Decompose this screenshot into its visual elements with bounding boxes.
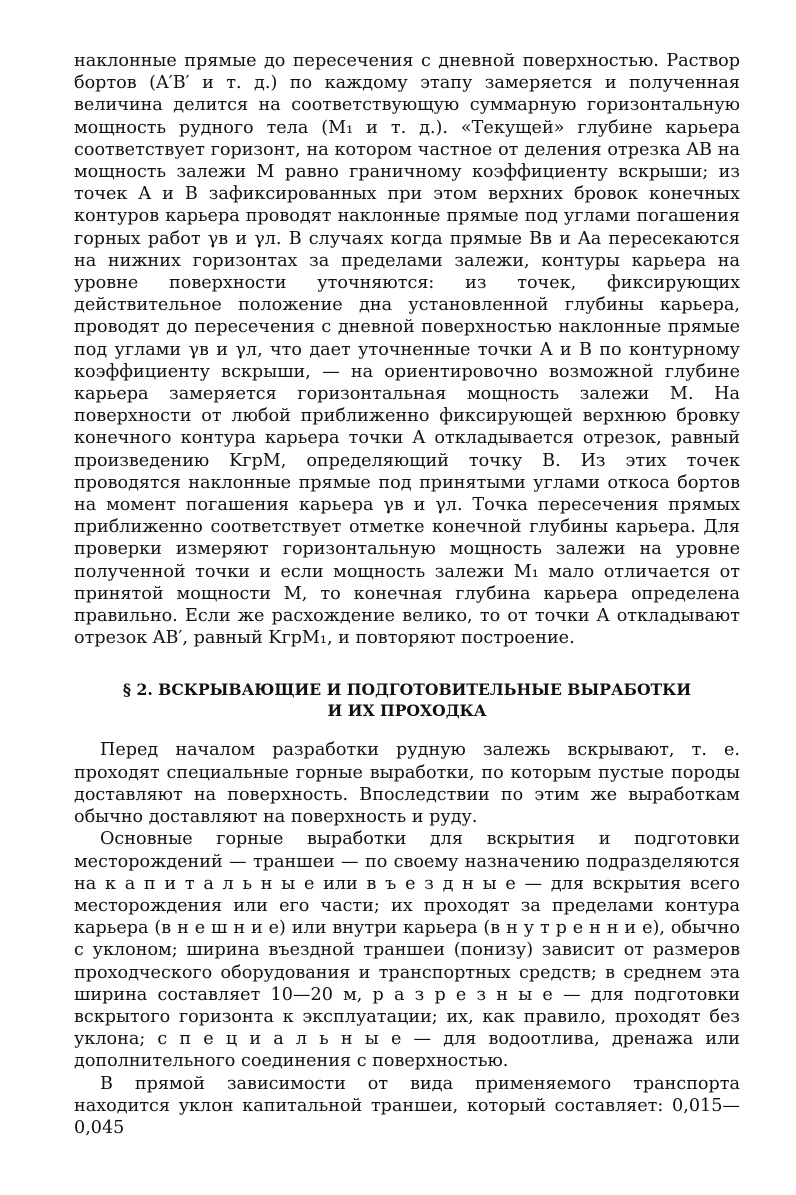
paragraph-continued: наклонные прямые до пересечения с дневной поверхностью. Раствор бортов (A′B′ и т. д.) по каждому этапу замеряется и полученная величина делится на соответствующую суммарную горизонтальную мощность рудного тела (M₁ и т. д.). «Текущей» глубине карьера соответствует горизонт, на котором частное от деления отрезка AB на мощность залежи M равно граничному коэффициенту вскрыши; из точек A и B зафиксированных при этом верхних бровок конечных контуров карьера проводят наклонные прямые под углами погашения горных работ γв и γл. В случаях когда прямые Bв и Aа пересекаются на нижних горизонтах за пределами залежи, контуры карьера на уровне поверхности уточняются: из точек, фиксирующих действительное положение дна установленной глубины карьера, проводят до пересечения с дневной поверхностью наклонные прямые под углами γв и γл, что дает уточненные точки A и B по контурному коэффициенту вскрыши, — на ориентировочно возможной глубине карьера замеряется горизонтальная мощность залежи M. На поверхности от любой приближенно фиксирующей верхнюю бровку конечного контура карьера точки A откладывается отрезок, равный произведению KгрM, определяющий точку B. Из этих точек проводятся наклонные прямые под принятыми углами откоса бортов на момент погашения карьера γв и γл. Точка пересечения прямых приближенно соответствует отметке конечной глубины карьера. Для проверки измеряют горизонтальную мощность залежи на уровне полученной точки и если мощность залежи M₁ мало отличается от принятой мощности M, то конечная глубина карьера определена правильно. Если же расхождение велико, то от точки A откладывают отрезок AB′, равный KгрM₁, и повторяют построение. — [74, 51, 740, 649]
section-heading — [74, 679, 740, 721]
paragraph-opening: Перед началом разработки рудную залежь вскрывают, т. е. проходят специальные горные выработки, по которым пустые породы доставляют на поверхность. Впоследствии по этим же выработкам обычно доставляют на поверхность и руду. — [74, 740, 740, 828]
section-heading-line-2: И ИХ ПРОХОДКА — [327, 701, 487, 721]
paragraph-trench-types: Основные горные выработки для вскрытия и подготовки месторождений — траншеи — по своему назначению подразделяются на к а п и т а л ь н ы е или в ъ е з д н ы е — для вскрытия всего месторождения или его части; их проходят за пределами контура карьера (в н е ш н и е) или внутри карьера (в н у т р е н н и е), обычно с уклоном; ширина въездной траншеи (понизу) зависит от размеров проходческого оборудования и транспортных средств; в среднем эта ширина составляет 10—20 м, р а з р е з н ы е — для подготовки вскрытого горизонта к эксплуатации; их, как правило, проходят без уклона; с п е ц и а л ь н ы е — для водоотлива, дренажа или дополнительного соединения с поверхностью. — [74, 829, 740, 1072]
paragraph-trench-slope: В прямой зависимости от вида применяемого транспорта находится уклон капитальной траншеи, который составляет: 0,015—0,045 — [74, 1073, 740, 1138]
section-heading-line-1: § 2. ВСКРЫВАЮЩИЕ И ПОДГОТОВИТЕЛЬНЫЕ ВЫРАБОТКИ — [122, 680, 692, 700]
